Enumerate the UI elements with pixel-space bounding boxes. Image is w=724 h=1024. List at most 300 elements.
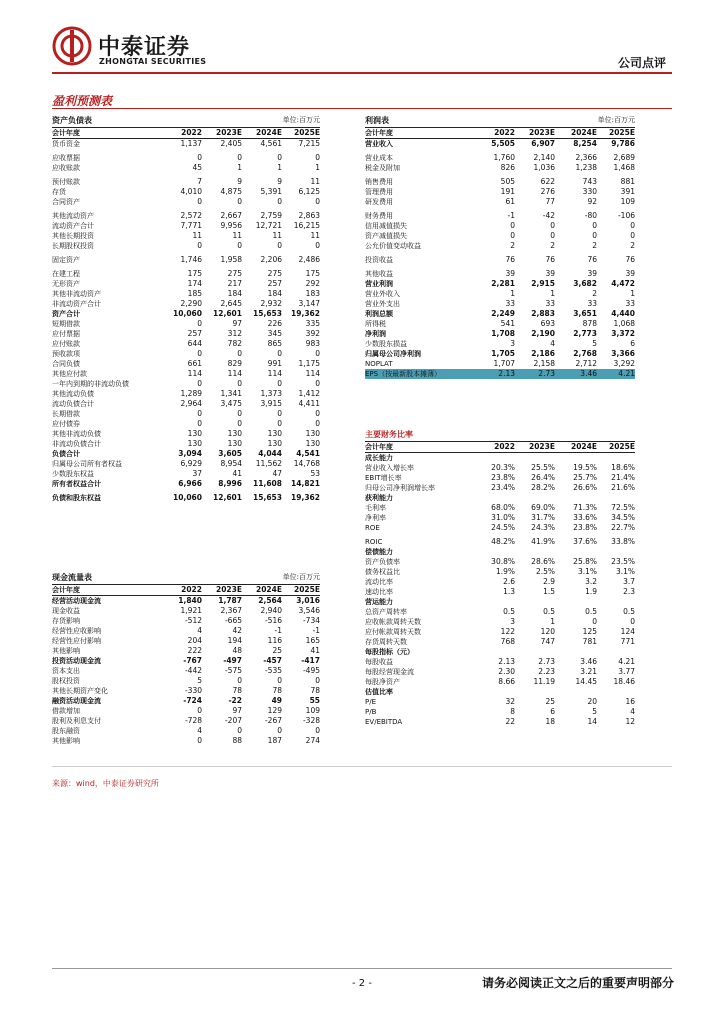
cell-value: 2,190 [531,329,555,338]
row-label: 净利率 [365,514,386,522]
row-label: 应付账款 [52,340,80,348]
row-label: 净利润 [365,330,386,338]
cell-value: 3,915 [260,399,282,408]
row-label: 现金收益 [52,607,80,615]
cell-value: 1.9 [585,587,597,596]
cell-value: 1 [510,289,515,298]
table-row [365,187,635,197]
cell-value: 4 [197,626,202,635]
table-row [365,349,635,359]
cell-value: 130 [267,439,282,448]
cell-value: 0 [550,221,555,230]
cell-value: 2025E [609,442,635,451]
row-label: ROE [365,524,380,532]
cell-value: 130 [227,439,242,448]
cell-value: 3 [510,617,515,626]
header-row [365,128,635,139]
table-row [365,211,635,221]
cell-value: 0 [630,221,635,230]
cell-value: 88 [232,736,242,745]
row-label: 总资产周转率 [365,608,407,616]
cell-value: 25.8% [573,557,597,566]
cell-value: 2,405 [220,139,242,148]
row-label: 归属母公司净利润 [365,350,421,358]
row-label: 合同资产 [52,198,80,206]
cell-value: 1,468 [613,163,635,172]
cell-value: 25 [545,697,555,706]
cell-value: 2,367 [220,606,242,615]
row-label: 公允价值变动收益 [365,242,421,250]
cell-value: 7,215 [298,139,320,148]
table-row [52,241,320,251]
cell-value: -728 [184,716,202,725]
cell-value: 11 [192,231,202,240]
row-label: 其他收益 [365,270,393,278]
section-row [365,647,635,657]
row-label: 资本支出 [52,667,80,675]
cell-value: 4,561 [260,139,282,148]
cell-value: 3,147 [298,299,320,308]
cell-value: 45 [192,163,202,172]
row-label: 存货影响 [52,617,80,625]
cell-value: 114 [305,369,320,378]
header-row [52,128,320,139]
cell-value: 3,651 [573,309,597,318]
cell-value: 3.21 [580,667,597,676]
cell-value: 183 [305,289,320,298]
cell-value: 15,653 [253,309,282,318]
cell-value: 0 [237,419,242,428]
table-row [365,473,635,483]
cell-value: 37.6% [573,537,597,546]
table-row [365,339,635,349]
row-label: 预收款项 [52,350,80,358]
row-label: 销售费用 [365,178,393,186]
cell-value: 14 [587,717,597,726]
table-row [365,177,635,187]
row-label: 非流动负债合计 [52,440,101,448]
cell-value: 392 [305,329,320,338]
cell-value: 0 [277,153,282,162]
cell-value: -767 [183,656,202,665]
cell-value: 5 [592,339,597,348]
cell-value: 0 [277,726,282,735]
cell-value: 14,768 [293,459,320,468]
cell-value: 2,158 [533,359,555,368]
table-row [365,577,635,587]
table-row [365,567,635,577]
row-label: 获利能力 [365,494,393,502]
table-row [365,513,635,523]
cell-value: 0.5 [585,607,597,616]
cell-value: 782 [227,339,242,348]
cell-value: 116 [267,636,282,645]
cell-value: 0 [315,349,320,358]
row-label: 应收帐款周转天数 [365,618,421,626]
table-row [52,309,320,319]
cell-value: 3.7 [623,577,635,586]
cell-value: 14.45 [575,677,597,686]
cell-value: 28.6% [531,557,555,566]
source-divider [52,766,672,767]
row-label: 归母公司净利润增长率 [365,484,435,492]
cell-value: 4,541 [296,449,320,458]
table-row [365,667,635,677]
cell-value: 865 [267,339,282,348]
row-label: 其他非流动负债 [52,430,101,438]
cell-value: 4 [630,707,635,716]
table-row [52,255,320,265]
cell-value: 878 [582,319,597,328]
table-row [365,557,635,567]
cell-value: 0.5 [623,607,635,616]
header-row [52,585,320,596]
cell-value: 23.5% [611,557,635,566]
cell-value: 3,682 [573,279,597,288]
cell-value: -22 [228,696,242,705]
table-row [52,299,320,309]
row-label: 其他应付款 [52,370,87,378]
cell-value: 2.13 [498,369,515,378]
cell-value: 983 [305,339,320,348]
cell-value: 129 [267,706,282,715]
cell-value: 2 [592,289,597,298]
cell-value: 72.5% [611,503,635,512]
cell-value: 2,645 [220,299,242,308]
cell-value: 0 [510,221,515,230]
row-label: 应付债券 [52,420,80,428]
cell-value: 184 [267,289,282,298]
cell-value: 8,996 [218,479,242,488]
row-label: EBIT增长率 [365,474,402,482]
cell-value: 1,373 [260,389,282,398]
row-label: ROIC [365,538,383,546]
table-row [365,657,635,667]
row-label: 其他非流动资产 [52,290,101,298]
cell-value: 2023E [216,128,242,137]
cell-value: 3.1% [577,567,597,576]
row-label: 利润总额 [365,310,393,318]
table-row [365,289,635,299]
cell-value: 20 [587,697,597,706]
row-label: 营运能力 [365,598,393,606]
table-row [365,329,635,339]
cell-value: 33 [587,299,597,308]
cell-value: -267 [264,716,282,725]
section-divider [52,108,672,109]
cell-value: 8.66 [498,677,515,686]
cell-value: 781 [582,637,597,646]
balance-sheet-table [52,115,320,503]
cell-value: 2024E [571,442,597,451]
cell-value: 2,290 [180,299,202,308]
cell-value: 130 [187,439,202,448]
cell-value: 2,759 [260,211,282,220]
cell-value: 276 [540,187,555,196]
cell-value: 34.5% [611,513,635,522]
cell-value: 18.6% [611,463,635,472]
section-row [365,687,635,697]
cell-value: 217 [227,279,242,288]
cell-value: 1 [550,617,555,626]
cell-value: 78 [310,686,320,695]
table-row [52,726,320,736]
cell-value: 275 [227,269,242,278]
cell-value: 0 [197,379,202,388]
cell-value: -575 [224,666,242,675]
cell-value: 28.2% [531,483,555,492]
table-row [52,339,320,349]
cell-value: 109 [305,706,320,715]
cell-value: 2024E [256,128,282,137]
cell-value: 2,940 [260,606,282,615]
row-label: 偿债能力 [365,548,393,556]
cell-value: 41 [232,469,242,478]
cell-value: 18 [545,717,555,726]
table-row [365,369,635,379]
row-label: 融资活动现金流 [52,697,101,705]
table-row [365,463,635,473]
cell-value: -417 [301,656,320,665]
cell-value: 2023E [529,442,555,451]
row-label: 股权投资 [52,677,80,685]
row-label: 固定资产 [52,256,80,264]
logo-text-en: ZHONGTAI SECURITIES [99,57,207,66]
cell-value: 2,915 [531,279,555,288]
cell-value: 0 [315,419,320,428]
cell-value: 47 [272,469,282,478]
cell-value: 505 [500,177,515,186]
cell-value: 0 [592,231,597,240]
cell-value: 71.3% [573,503,597,512]
row-label: 股利及利息支付 [52,717,101,725]
row-label: 资产合计 [52,310,80,318]
cell-value: -495 [302,666,320,675]
cell-value: 49 [271,696,282,705]
cell-value: 3,366 [611,349,635,358]
table-row [52,606,320,616]
table-row [365,607,635,617]
row-label: 经营活动现金流 [52,597,101,605]
table-row [52,666,320,676]
table-row [52,329,320,339]
table-row [365,537,635,547]
cell-value: 2,249 [491,309,515,318]
cell-value: -724 [183,696,202,705]
cell-value: 335 [305,319,320,328]
cell-value: 1,341 [220,389,242,398]
table-row [52,163,320,173]
cell-value: 37 [192,469,202,478]
cell-value: 2,773 [573,329,597,338]
cell-value: 0 [237,153,242,162]
cell-value: 9,956 [220,221,242,230]
cell-value: 5 [197,676,202,685]
cell-value: 1,787 [218,596,242,605]
cell-value: 5 [592,707,597,716]
cell-value: 0 [630,231,635,240]
cell-value: 69.0% [531,503,555,512]
cell-value: 771 [620,637,635,646]
cell-value: 1 [630,289,635,298]
cell-value: 0 [277,419,282,428]
table-row [365,359,635,369]
cell-value: -497 [223,656,242,665]
row-label: 营业成本 [365,154,393,162]
table-unit: 单位:百万元 [282,116,320,124]
row-label: 营业收入增长率 [365,464,414,472]
cell-value: 25 [272,646,282,655]
cell-value: -1 [507,211,515,220]
cell-value: 12,601 [213,493,242,502]
cell-value: -80 [584,211,597,220]
cell-value: 191 [500,187,515,196]
cell-value: 8,954 [220,459,242,468]
cell-value: 20.3% [491,463,515,472]
row-label: P/B [365,708,377,716]
cell-value: 0 [237,409,242,418]
row-label: 毛利率 [365,504,386,512]
table-row [52,716,320,726]
cell-value: 26.4% [531,473,555,482]
cell-value: 33.6% [573,513,597,522]
cell-value: 3.2 [585,577,597,586]
cell-value: 2022 [494,128,515,137]
table-row [52,211,320,221]
cell-value: 12,721 [255,221,282,230]
cell-value: 747 [540,637,555,646]
cell-value: 4 [550,339,555,348]
cell-value: 2.30 [498,667,515,676]
table-row [52,231,320,241]
cell-value: 6,907 [531,139,555,148]
cell-value: 39 [587,269,597,278]
table-row [52,153,320,163]
cell-value: 991 [267,359,282,368]
cell-value: 0 [197,241,202,250]
row-label: 其他长期资产变化 [52,687,108,695]
table-title: 现金流量表 [52,573,92,582]
cell-value: 2,140 [533,153,555,162]
cell-value: 114 [187,369,202,378]
row-label: 每股收益 [365,658,393,666]
cell-value: 1,036 [533,163,555,172]
row-label: 借款增加 [52,707,80,715]
cell-value: 0 [315,379,320,388]
table-row [52,736,320,746]
cell-value: 21.4% [611,473,635,482]
cell-value: 0.5 [503,607,515,616]
cell-value: 1,746 [180,255,202,264]
cell-value: 257 [187,329,202,338]
cell-value: 55 [309,696,320,705]
table-row [365,617,635,627]
table-row [52,369,320,379]
cell-value: 8 [510,707,515,716]
cell-value: 0 [510,231,515,240]
cell-value: 130 [267,429,282,438]
cell-value: 120 [540,627,555,636]
cell-value: 2,206 [260,255,282,264]
page-number: - 2 - [352,978,372,989]
cell-value: 0 [277,197,282,206]
row-label: 研发费用 [365,198,393,206]
table-row [365,309,635,319]
cell-value: 21.6% [611,483,635,492]
cell-value: 0 [630,617,635,626]
cell-value: 312 [227,329,242,338]
row-label: 经营性应付影响 [52,637,101,645]
table-row [52,389,320,399]
cell-value: -457 [263,656,282,665]
cell-value: 2,564 [258,596,282,605]
cell-value: 2.9 [543,577,555,586]
row-label: 成长能力 [365,454,393,462]
cell-value: 2,932 [260,299,282,308]
row-label: 信用减值损失 [365,222,407,230]
cell-value: 33 [505,299,515,308]
zhongtai-logo-icon [52,26,92,66]
cell-value: 2024E [571,128,597,137]
cell-value: 8,254 [573,139,597,148]
cell-value: 6 [550,707,555,716]
row-label: 会计年度 [52,586,80,594]
cell-value: 1 [550,289,555,298]
cell-value: 274 [305,736,320,745]
row-label: 其他流动资产 [52,212,94,220]
cell-value: 184 [227,289,242,298]
cell-value: 185 [187,289,202,298]
table-row [365,255,635,265]
cell-value: 130 [227,429,242,438]
table-row [52,419,320,429]
cell-value: 1 [237,163,242,172]
table-row [365,299,635,309]
cell-value: 2,689 [613,153,635,162]
cell-value: 1,958 [220,255,242,264]
cell-value: -330 [184,686,202,695]
financial-ratios-table [365,429,635,727]
cell-value: 68.0% [491,503,515,512]
cell-value: 3,475 [220,399,242,408]
cell-value: 4.21 [618,657,635,666]
table-row [52,319,320,329]
cell-value: 122 [500,627,515,636]
cell-value: 2,883 [531,309,555,318]
cell-value: 19,362 [291,309,320,318]
cell-value: 2,572 [180,211,202,220]
cell-value: 6,125 [298,187,320,196]
table-row [365,279,635,289]
cell-value: 2,768 [573,349,597,358]
table-row [365,221,635,231]
cell-value: 661 [187,359,202,368]
source-note: 来源：wind，中泰证券研究所 [52,779,159,788]
cell-value: 2.73 [538,369,555,378]
table-row [52,429,320,439]
header-divider [52,72,672,74]
table-row [52,459,320,469]
cell-value: 42 [232,626,242,635]
cell-value: 0 [315,197,320,206]
cell-value: 18.46 [613,677,635,686]
cell-value: 175 [305,269,320,278]
cell-value: 12 [625,717,635,726]
cell-value: 10,060 [173,309,202,318]
cell-value: 23.8% [491,473,515,482]
row-label: 流动资产合计 [52,222,94,230]
table-row [52,686,320,696]
